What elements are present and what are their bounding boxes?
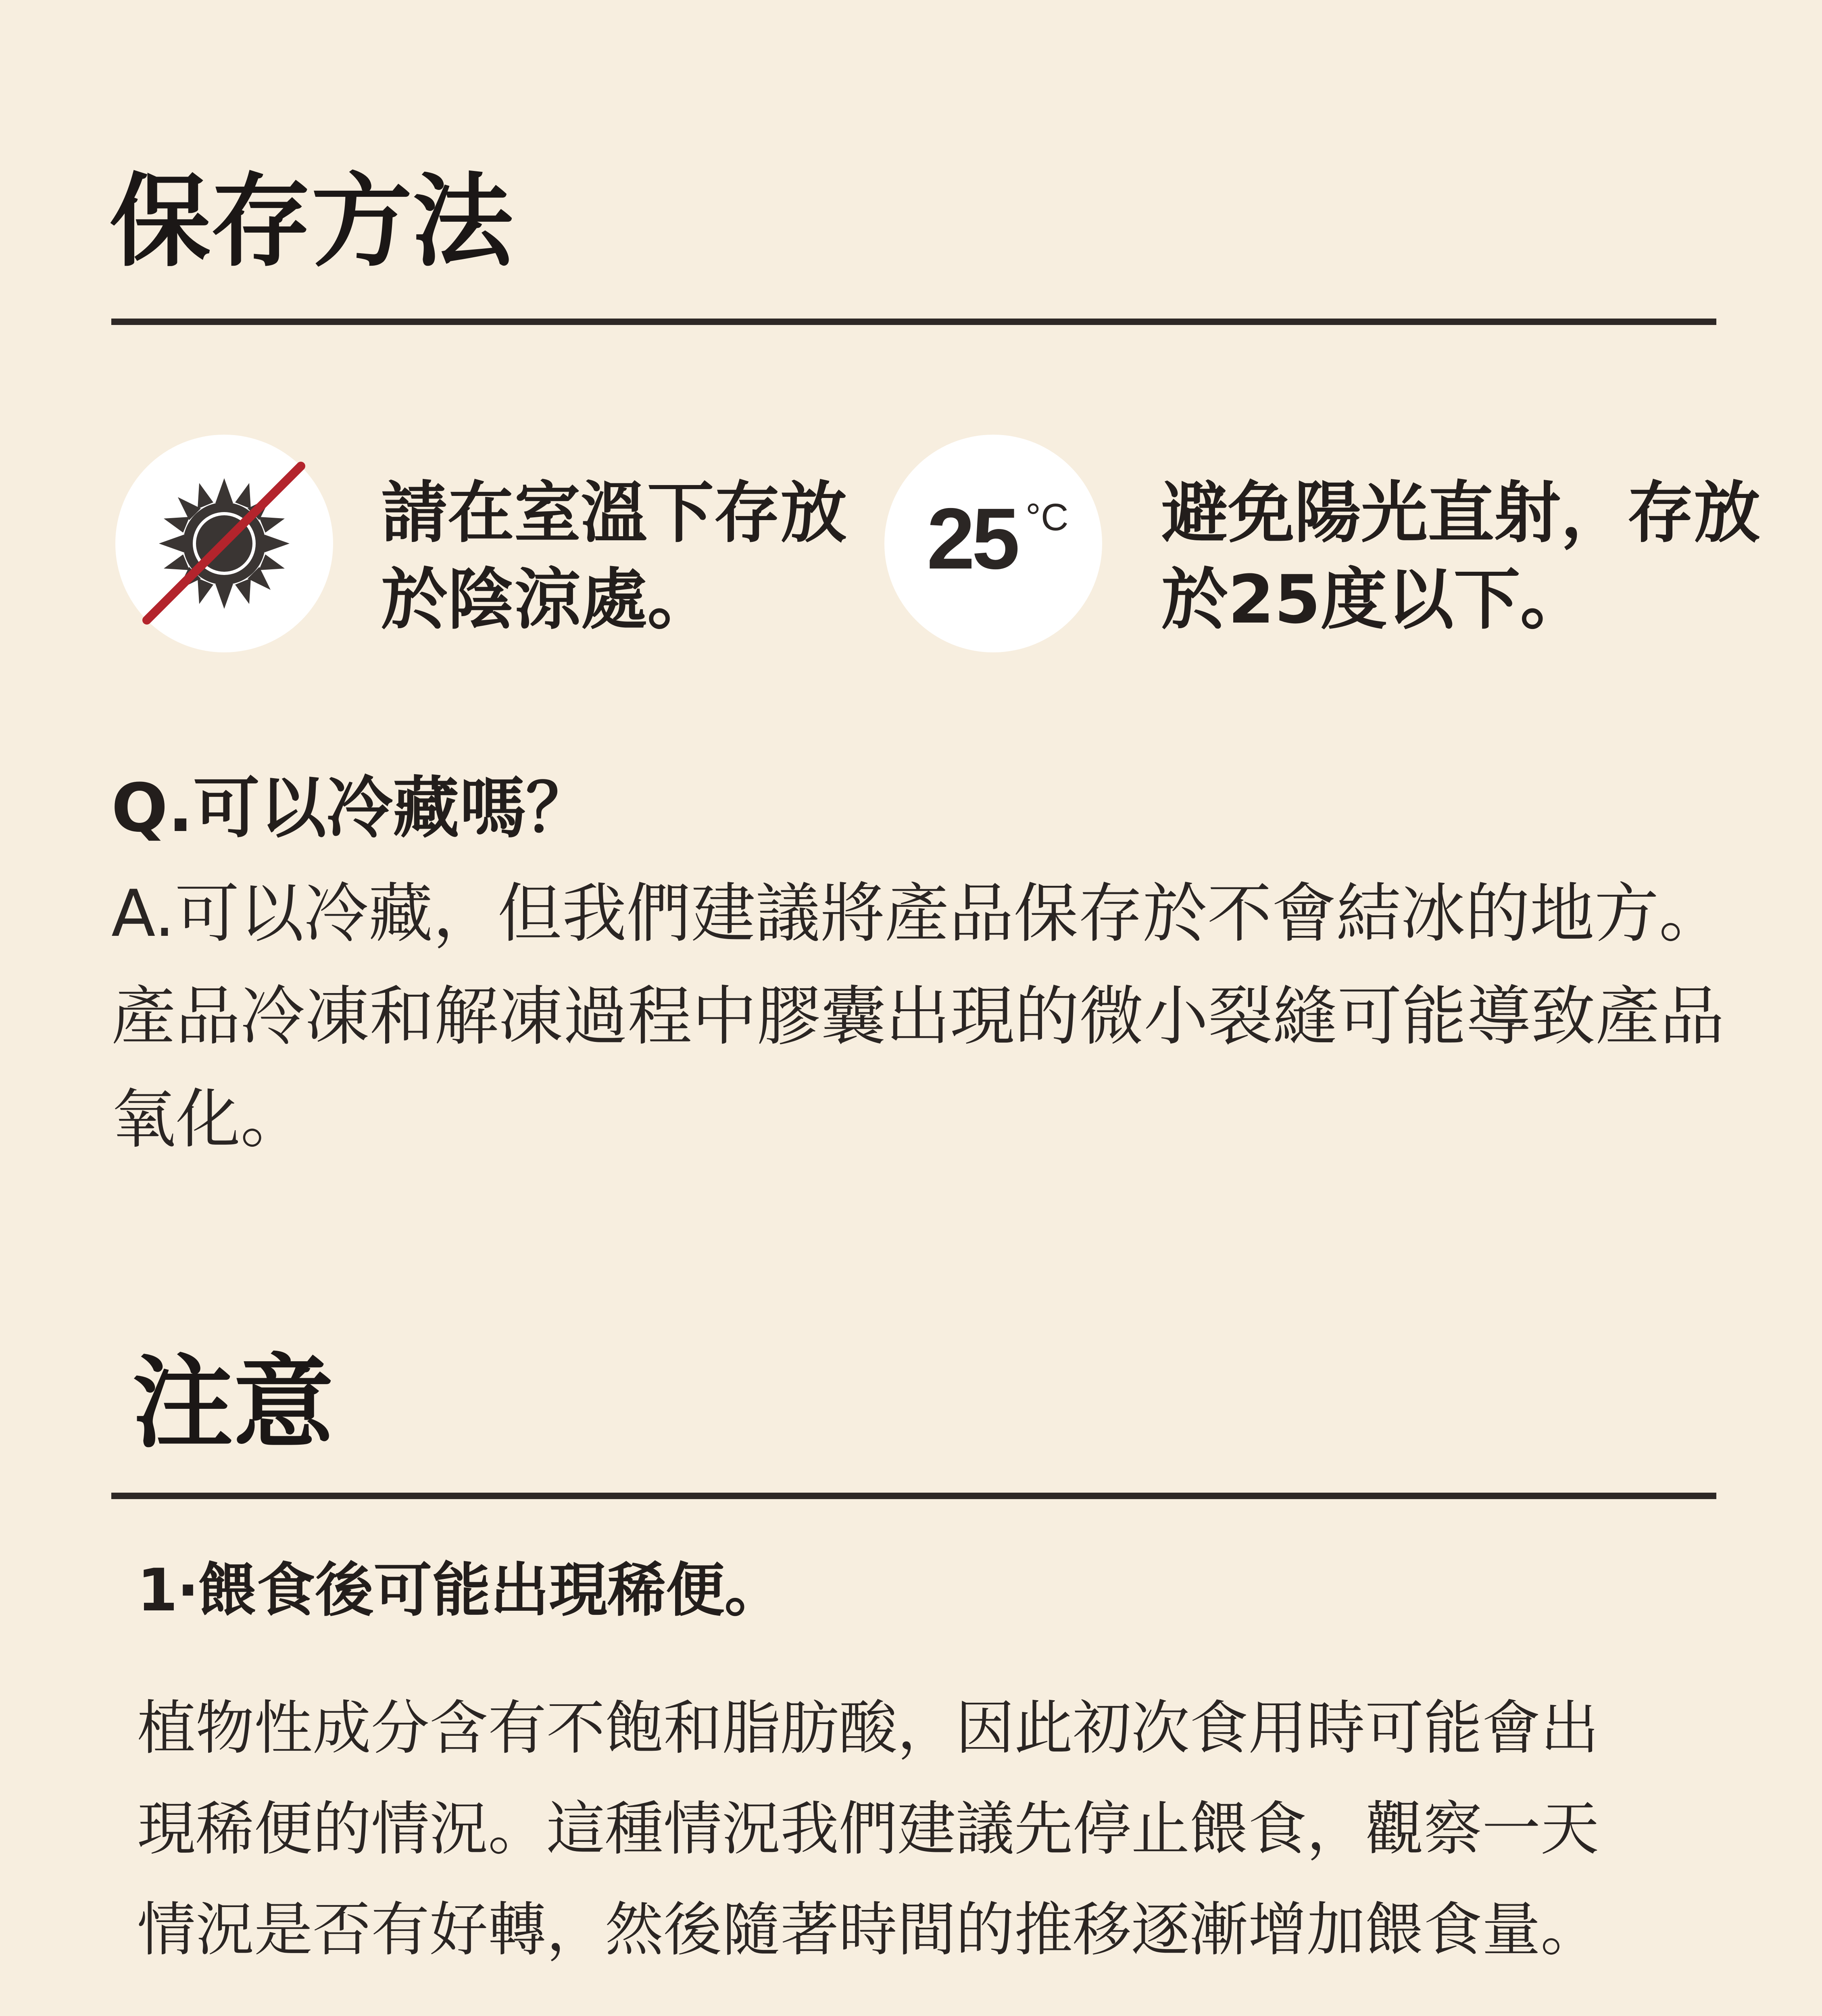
caution-note-line: 現稀便的情況。這種情況我們建議先停止餵食，觀察一天 [137,1795,1599,1863]
storage-tip-no-sunlight [1161,470,1760,643]
caution-note-line: 植物性成分含有不飽和脂肪酸，因此初次食用時可能會出 [137,1694,1599,1762]
temperature-unit: °C [1026,496,1069,539]
storage-section-title: 保存方法 [110,163,513,280]
faq-answer-line: 氧化。 [111,1081,305,1157]
caution-note-title: 1‧餵食後可能出現稀便。 [137,1556,783,1624]
caution-note-line: 情況是否有好轉，然後隨著時間的推移逐漸增加餵食量。 [137,1896,1599,1964]
temperature-value [927,490,1069,587]
caution-divider [111,1493,1716,1499]
storage-tip-line: 請在室溫下存放 [381,474,847,552]
storage-tip-room-temp [381,470,847,643]
storage-tip-line: 於25度以下。 [1161,561,1587,638]
storage-divider [111,319,1716,325]
storage-tip-line: 避免陽光直射，存放 [1161,474,1760,552]
temperature-25c-icon [884,435,1102,652]
no-sun-icon [115,435,333,652]
storage-tip-line: 於陰涼處。 [381,561,714,638]
temperature-number: 25 [927,490,1017,587]
faq-answer-line: 產品冷凍和解凍過程中膠囊出現的微小裂縫可能導致產品 [111,979,1725,1054]
caution-section-title: 注意 [132,1344,334,1462]
faq-question: Q.可以冷藏嗎？ [111,769,592,847]
faq-answer-line: A.可以冷藏，但我們建議將產品保存於不會結冰的地方。 [111,876,1724,951]
